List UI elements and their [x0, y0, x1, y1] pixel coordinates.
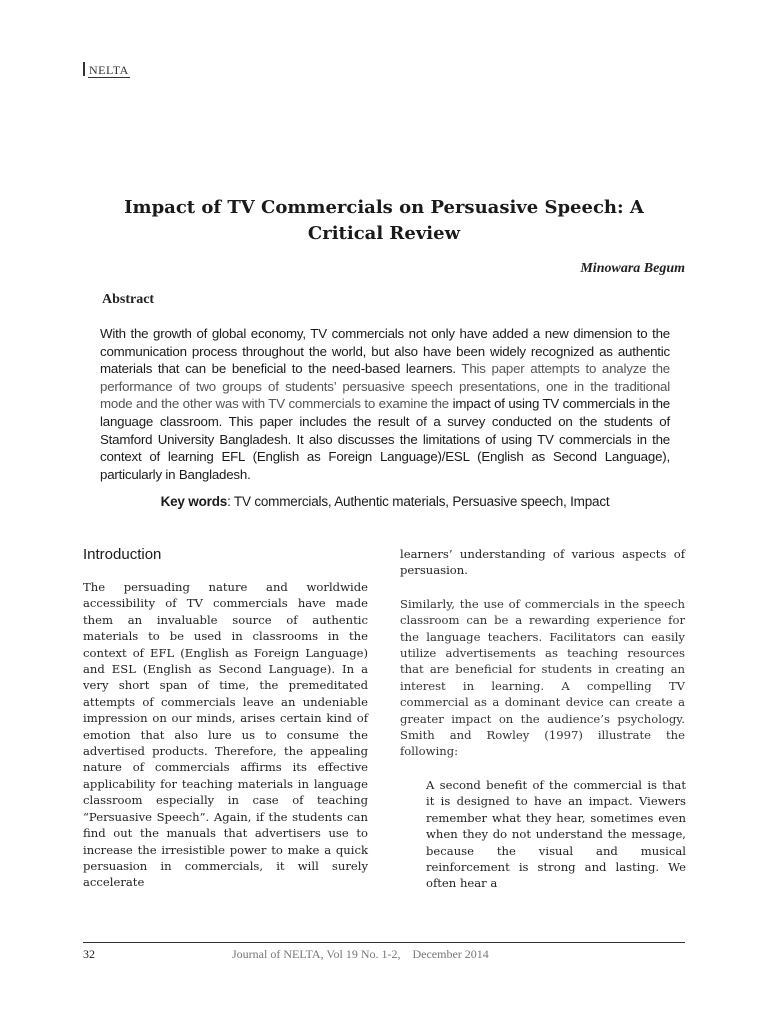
keywords-label: Key words: [160, 494, 228, 509]
journal-citation: Journal of NELTA, Vol 19 No. 1-2, December 2014: [232, 947, 489, 961]
article-author: Minowara Begum: [580, 261, 685, 276]
abstract-text-part2: This paper attempts to analyze the performance of two groups of students’ persuasive speech presentations, one in the traditional mode and the other was with TV commercials to examine the: [100, 361, 670, 412]
header-bar-decoration: [83, 62, 85, 76]
journal-header-mark: [83, 62, 130, 78]
abstract-text-part1: With the growth of global economy, TV commercials not only have added a new dimension to the communication process throughout the world, but also have been widely recognized as authentic materials that can be beneficial to the need-based learners.: [100, 326, 670, 377]
footer-divider: [83, 942, 685, 943]
page-number: 32: [83, 947, 95, 961]
introduction-paragraph-continued: learners’ understanding of various aspects of persuasion.: [400, 547, 685, 578]
keywords-text: : TV commercials, Authentic materials, Persuasive speech, Impact: [227, 494, 610, 509]
block-quote: A second benefit of the commercial is that it is designed to have an impact. Viewers remember what they hear, sometimes even when they do not understand the message, because the visual and musical reinforcement is strong and lasting. We often hear a: [426, 777, 686, 891]
introduction-paragraph-2: Similarly, the use of commercials in the speech classroom can be a rewarding experience for the language teachers. Facilitators can easily utilize advertisements as teaching resources that are beneficial for students in creating an interest in learning. A compelling TV commercial as a dominant device can create a greater impact on the audience’s psychology. Smith and Rowley (1997) illustrate the following:: [400, 596, 685, 759]
keywords-line: [100, 494, 670, 509]
article-title: Impact of TV Commercials on Persuasive Speech: A Critical Review: [124, 197, 644, 244]
journal-mark-text: NELTA: [89, 63, 129, 77]
abstract-text-part3: impact of using TV commercials in the language classroom. This paper includes the result of a survey conducted on the students of Stamford University Bangladesh. It also discusses the limitations of using TV commercials in the context of learning EFL (English as Foreign Language)/ESL (English as Second Language), particularly in Bangladesh.: [100, 396, 670, 482]
left-column: [83, 579, 368, 891]
introduction-heading: Introduction: [83, 546, 162, 563]
right-column: [400, 546, 685, 892]
abstract-body: [100, 325, 670, 483]
abstract-heading: Abstract: [102, 292, 155, 307]
introduction-paragraph-1: The persuading nature and worldwide accessibility of TV commercials have made them an invaluable source of authentic materials to be used in classrooms in the context of EFL (English as Foreign Language) and ESL (English as Second Language). In a very short span of time, the premeditated attempts of commercials leave an undeniable impression on our minds, arises certain kind of emotion that also lure us to consume the advertised products. Therefore, the appealing nature of commercials affirms its effective applicability for teaching materials in language classroom especially in case of teaching “Persuasive Speech”. Again, if the students can find out the manuals that advertisers use to increase the irresistible power to make a quick persuasion in commercials, it will surely accelerate: [83, 580, 368, 890]
